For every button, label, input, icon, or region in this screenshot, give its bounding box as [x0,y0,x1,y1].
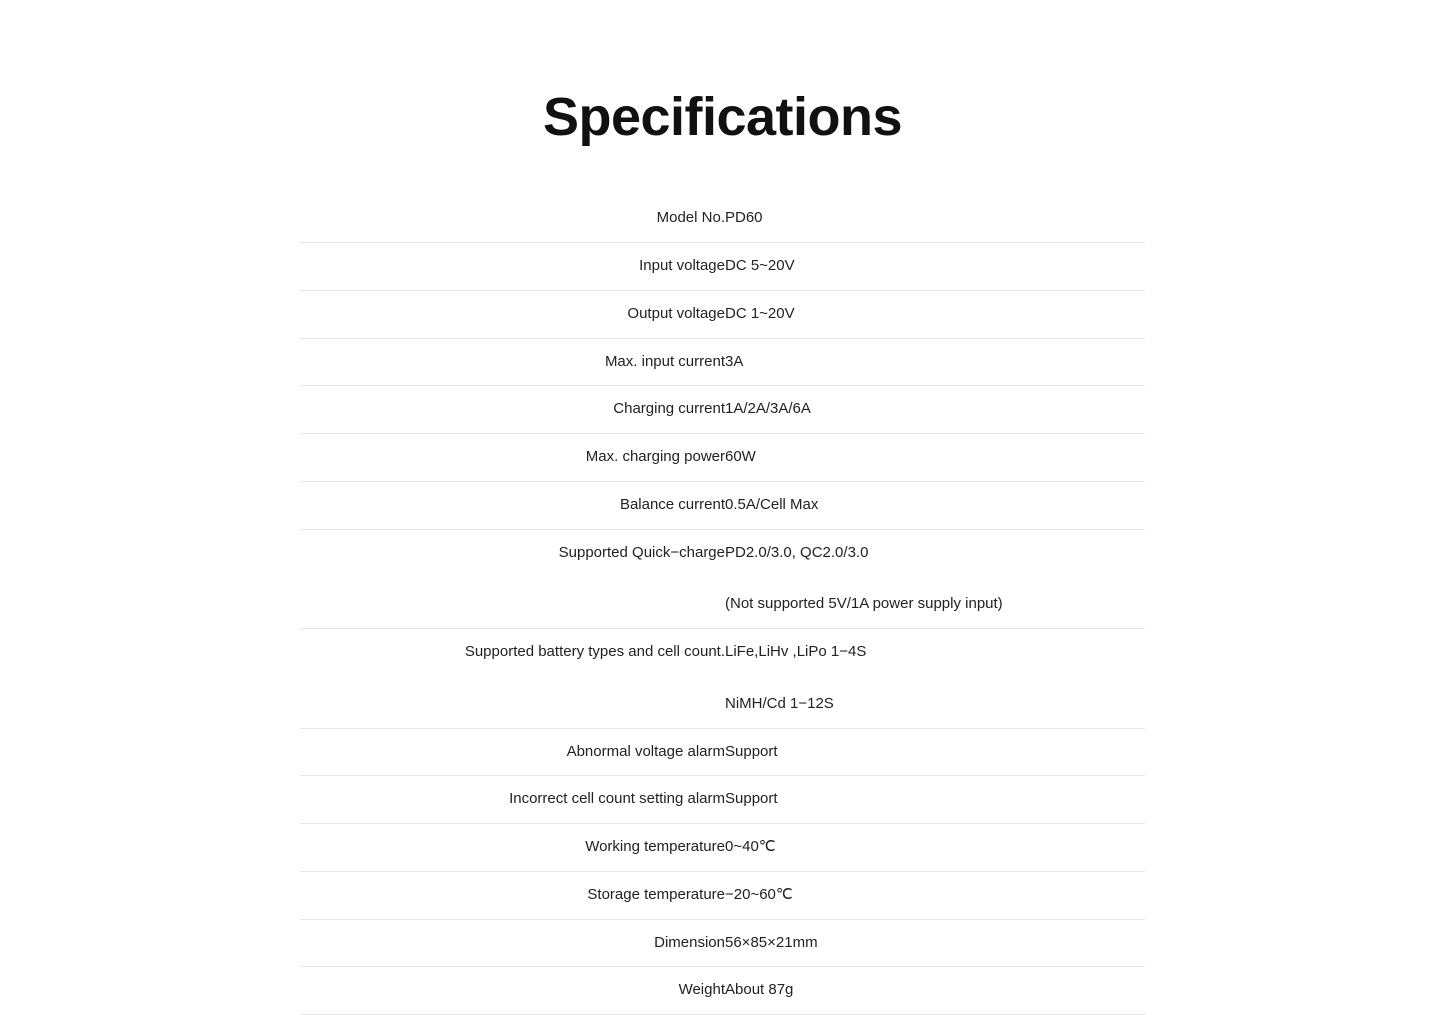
spec-value-line: 0~40℃ [725,838,776,856]
table-row [300,290,1145,338]
table-row [300,243,1145,291]
table-row [300,776,1145,824]
spec-value-line: NiMH/Cd 1−12S [725,694,834,712]
table-row [300,728,1145,776]
table-row [300,967,1145,1015]
table-row [300,629,1145,729]
spec-label: Input voltage [639,257,725,275]
spec-value [725,728,1145,776]
table-row [300,871,1145,919]
table-row [300,195,1145,242]
spec-value [725,386,1145,434]
table-row [300,529,1145,629]
spec-value-line: 56×85×21mm [725,933,818,951]
spec-value-line: LiFe,LiHv ,LiPo 1−4S [725,643,867,661]
spec-label: Model No. [656,209,725,227]
spec-label: Balance current [619,495,725,513]
spec-value-line: Support [725,790,778,808]
spec-value-line: PD2.0/3.0, QC2.0/3.0 [725,543,869,561]
spec-label: Max. input current [604,352,725,370]
spec-label: Max. charging power [585,448,725,466]
spec-value [725,434,1145,482]
spec-label: Incorrect cell count setting alarm [509,790,725,808]
specifications-table-container [300,147,1145,1015]
spec-label: Working temperature [585,838,725,856]
spec-value [725,481,1145,529]
spec-label: Dimension [654,933,725,951]
spec-label: Supported Quick−charge [558,543,725,561]
spec-value-line: DC 1~20V [725,304,795,322]
table-row [300,919,1145,967]
spec-value-line: Support [725,742,778,760]
spec-value-line: 3A [725,352,744,370]
spec-label: Output voltage [627,304,725,322]
table-row [300,386,1145,434]
spec-value [725,338,1145,386]
table-row [300,434,1145,482]
spec-value [725,824,1145,872]
spec-value [725,290,1145,338]
table-row [300,338,1145,386]
spec-value-line: PD60 [725,209,763,227]
spec-value [725,776,1145,824]
spec-label: Charging current [613,400,725,418]
spec-label: Supported battery types and cell count. [464,643,725,661]
specifications-table-body [300,195,1145,1014]
spec-value-line: About 87g [725,981,794,999]
spec-value-line: 60W [725,448,756,466]
spec-value [725,871,1145,919]
spec-label: Weight [678,981,725,999]
page-title: Specifications [542,87,903,147]
table-row [300,824,1145,872]
spec-value-line: 0.5A/Cell Max [725,495,819,513]
spec-value-line: −20~60℃ [725,885,793,903]
spec-label: Storage temperature [587,885,725,903]
spec-value [725,529,1145,629]
spec-value [725,243,1145,291]
spec-value [725,195,1145,242]
spec-value [725,629,1145,729]
spec-value-line: 1A/2A/3A/6A [725,400,811,418]
specifications-table [300,195,1145,1015]
spec-value [725,919,1145,967]
spec-value-line: DC 5~20V [725,257,795,275]
spec-value-line: (Not supported 5V/1A power supply input) [725,595,1003,613]
spec-value [725,967,1145,1015]
table-row [300,481,1145,529]
spec-label: Abnormal voltage alarm [566,742,725,760]
